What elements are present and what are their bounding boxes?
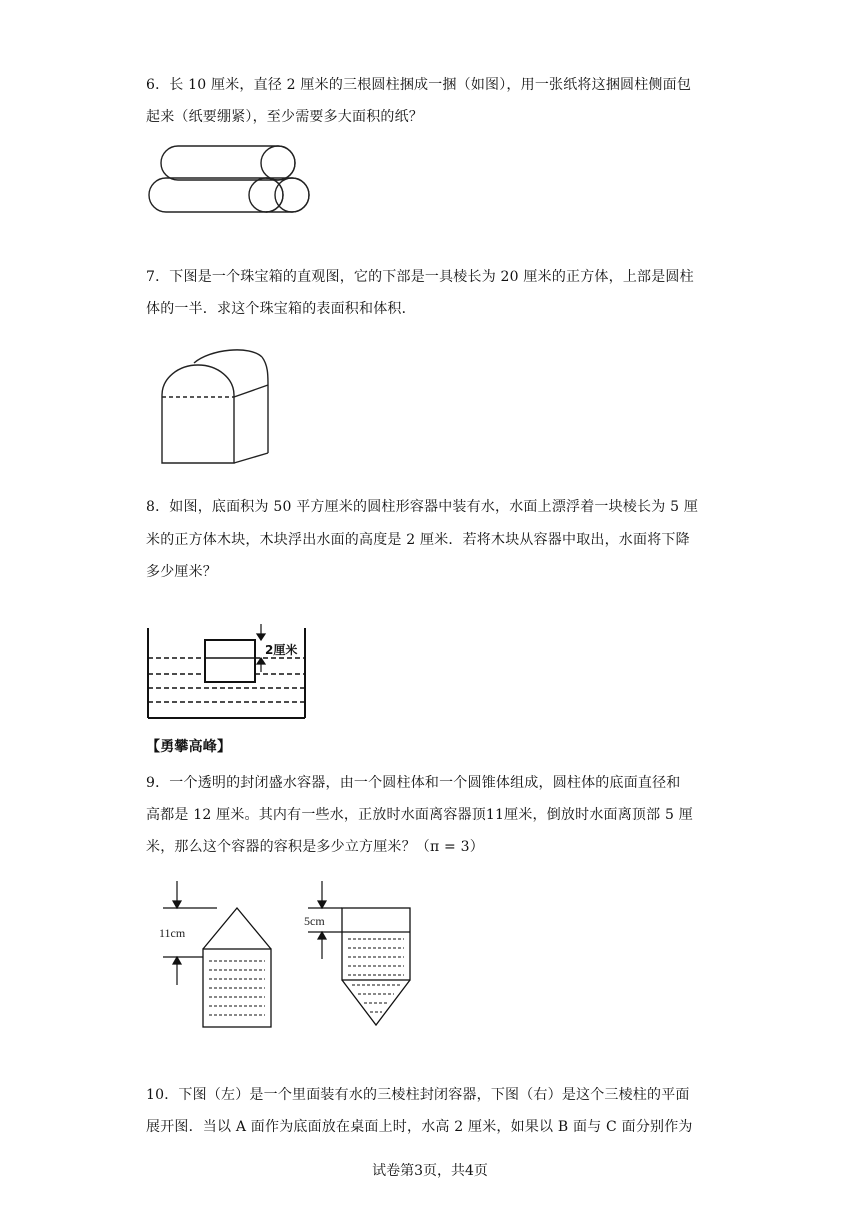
q8-container-figure xyxy=(145,622,310,722)
q9-text-line-3: 米，那么这个容器的容积是多少立方厘米？（π = 3） xyxy=(146,839,484,855)
q6-text-line-2: 起来（纸要绷紧），至少需要多大面积的纸？ xyxy=(146,109,423,125)
q9-left-container-figure xyxy=(155,875,290,1035)
q9-right-height-label: 5cm xyxy=(304,914,325,928)
q10-text-line-2: 展开图．当以 A 面作为底面放在桌面上时，水高 2 厘米，如果以 B 面与 C 面分别作为 xyxy=(146,1119,693,1135)
q7-text-line-1: 7．下图是一个珠宝箱的直观图，它的下部是一具棱长为 20 厘米的正方体，上部是圆柱 xyxy=(146,269,694,285)
q8-text-line-1: 8．如图，底面积为 50 平方厘米的圆柱形容器中装有水，水面上漂浮着一块棱长为 5 厘 xyxy=(146,499,699,515)
q8-text-line-2: 米的正方体木块，木块浮出水面的高度是 2 厘米．若将木块从容器中取出，水面将下降 xyxy=(146,532,690,548)
q6-cylinders-figure xyxy=(140,140,320,215)
q8-height-label: 2厘米 xyxy=(265,643,298,657)
q7-text-line-2: 体的一半．求这个珠宝箱的表面积和体积． xyxy=(146,301,416,317)
page-footer: 试卷第3页，共4页 xyxy=(372,1163,488,1179)
q10-text-line-1: 10．下图（左）是一个里面装有水的三棱柱封闭容器，下图（右）是这个三棱柱的平面 xyxy=(146,1087,690,1103)
q8-text-line-3: 多少厘米？ xyxy=(146,564,217,580)
section-title: 【勇攀高峰】 xyxy=(146,739,232,755)
q9-right-container-figure xyxy=(300,875,430,1035)
q6-text-line-1: 6．长 10 厘米，直径 2 厘米的三根圆柱捆成一捆（如图），用一张纸将这捆圆柱侧面包 xyxy=(146,77,692,93)
q9-text-line-1: 9．一个透明的封闭盛水容器，由一个圆柱体和一个圆锥体组成，圆柱体的底面直径和 xyxy=(146,775,681,791)
q7-jewelry-box-figure xyxy=(150,345,280,470)
q9-text-line-2: 高都是 12 厘米。其内有一些水，正放时水面离容器顶11厘米，倒放时水面离顶部 5 厘 xyxy=(146,807,693,823)
q9-left-height-label: 11cm xyxy=(159,926,186,940)
